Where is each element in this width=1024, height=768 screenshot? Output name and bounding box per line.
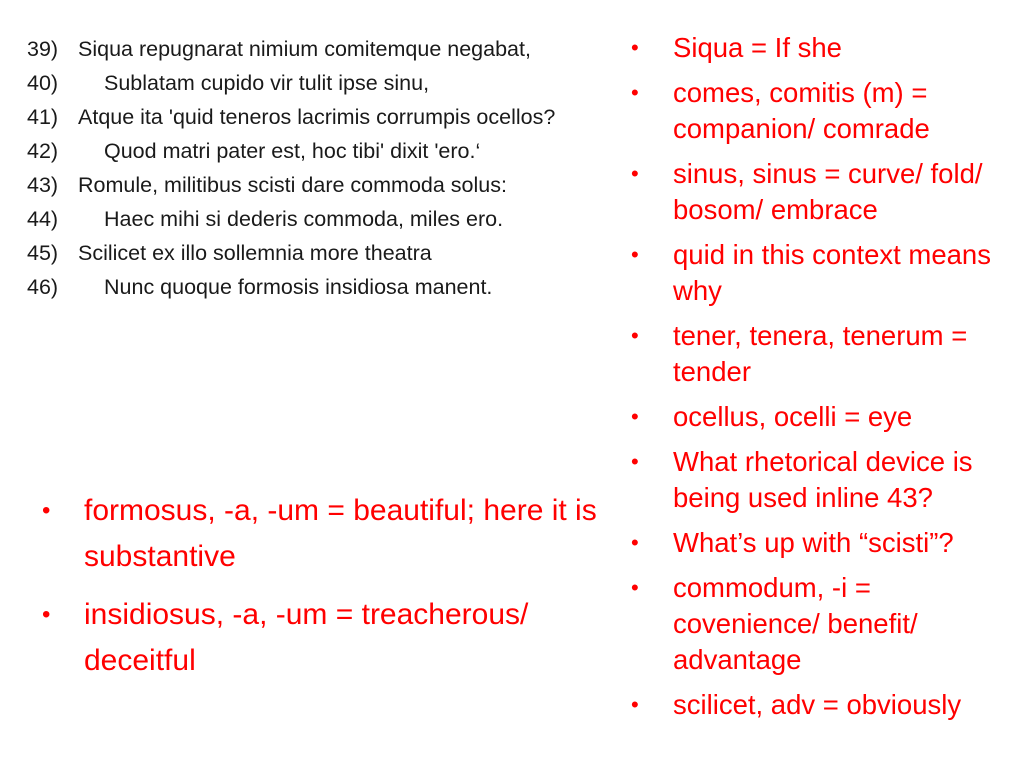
vocab-item-text: quid in this context means why — [673, 239, 991, 306]
line-text: Siqua repugnarat nimium comitemque negabat, — [78, 37, 531, 61]
vocab-item-formosus — [42, 488, 602, 580]
bullet-icon: • — [631, 35, 639, 60]
line-text: Sublatam cupido vir tulit ipse sinu, — [104, 71, 430, 95]
poem-line-42 — [27, 138, 667, 172]
poem-line-41 — [27, 104, 667, 138]
question-rhetorical-device — [631, 444, 1021, 516]
bullet-icon: • — [631, 404, 639, 429]
poem-line-45 — [27, 240, 667, 274]
poem-line-46 — [27, 274, 667, 308]
vocab-item-ocellus — [631, 399, 1021, 435]
vocab-item-scilicet — [631, 687, 1021, 723]
vocab-list-right — [631, 30, 1021, 732]
line-number: 40) — [27, 71, 59, 95]
line-number: 44) — [27, 207, 59, 231]
line-number: 42) — [27, 139, 59, 163]
vocab-item-text: tener, tenera, tenerum = tender — [673, 320, 968, 387]
line-text: Haec mihi si dederis commoda, miles ero. — [104, 207, 504, 231]
vocab-item-text: What rhetorical device is being used inline 43? — [673, 446, 973, 513]
question-scisti — [631, 525, 1021, 561]
bullet-icon: • — [631, 575, 639, 600]
vocab-item-comes — [631, 75, 1021, 147]
vocab-item-text: scilicet, adv = obviously — [673, 689, 962, 720]
vocab-list-left — [42, 488, 602, 696]
bullet-icon: • — [631, 692, 639, 717]
line-text: Scilicet ex illo sollemnia more theatra — [78, 241, 432, 265]
vocab-item-text: formosus, -a, -um = beautiful; here it is substantive — [84, 494, 597, 573]
bullet-icon: • — [631, 323, 639, 348]
vocab-item-text: ocellus, ocelli = eye — [673, 401, 913, 432]
bullet-icon: • — [42, 497, 51, 524]
vocab-item-commodum — [631, 570, 1021, 678]
vocab-item-tener — [631, 318, 1021, 390]
poem-line-44 — [27, 206, 667, 240]
vocab-item-text: commodum, -i = covenience/ benefit/ advantage — [673, 572, 918, 675]
poem-line-39 — [27, 36, 667, 70]
bullet-icon: • — [42, 601, 51, 628]
vocab-item-text: sinus, sinus = curve/ fold/ bosom/ embrace — [673, 158, 983, 225]
line-text: Nunc quoque formosis insidiosa manent. — [104, 275, 493, 299]
vocab-item-text: comes, comitis (m) = companion/ comrade — [673, 77, 930, 144]
line-number: 41) — [27, 105, 59, 129]
line-text: Romule, militibus scisti dare commoda solus: — [78, 173, 507, 197]
line-number: 46) — [27, 275, 59, 299]
latin-poem — [27, 36, 667, 308]
vocab-item-insidiosus — [42, 592, 602, 684]
poem-line-40 — [27, 70, 667, 104]
bullet-icon: • — [631, 242, 639, 267]
vocab-item-sinus — [631, 156, 1021, 228]
line-text: Quod matri pater est, hoc tibi' dixit 'ero.‘ — [104, 139, 481, 163]
bullet-icon: • — [631, 161, 639, 186]
vocab-item-text: Siqua = If she — [673, 32, 842, 63]
vocab-item-quid — [631, 237, 1021, 309]
line-number: 45) — [27, 241, 59, 265]
bullet-icon: • — [631, 80, 639, 105]
line-text: Atque ita 'quid teneros lacrimis corrumpis ocellos? — [78, 105, 556, 129]
line-number: 39) — [27, 37, 59, 61]
bullet-icon: • — [631, 530, 639, 555]
vocab-item-text: What’s up with “scisti”? — [673, 527, 954, 558]
bullet-icon: • — [631, 449, 639, 474]
line-number: 43) — [27, 173, 59, 197]
poem-line-43 — [27, 172, 667, 206]
vocab-item-text: insidiosus, -a, -um = treacherous/ deceitful — [84, 598, 529, 677]
vocab-item-siqua — [631, 30, 1021, 66]
